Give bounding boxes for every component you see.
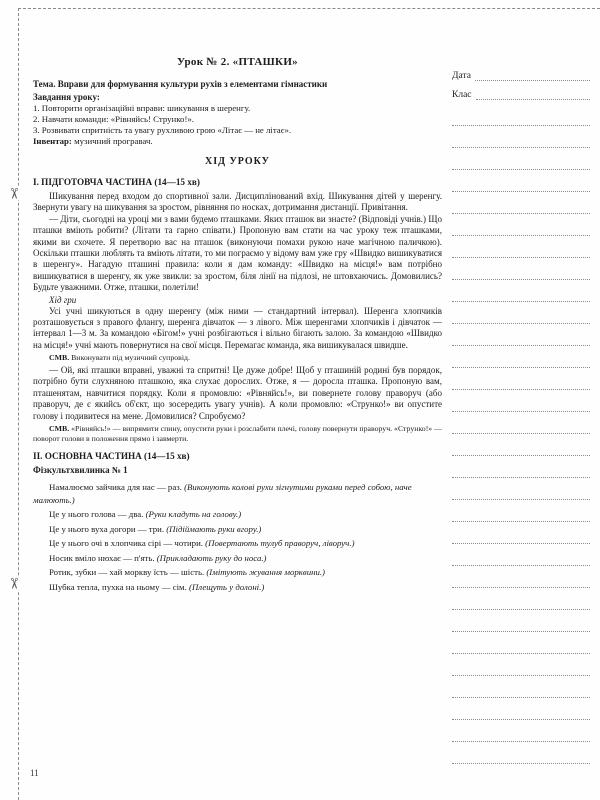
date-ruled-line bbox=[475, 70, 590, 81]
exercise-text: Це у нього очі в хлопчика сірі — чотири. bbox=[49, 538, 206, 549]
cut-line-top bbox=[18, 8, 600, 9]
smv-label: СМВ. bbox=[49, 353, 70, 363]
game-heading: Хід гри bbox=[49, 294, 77, 305]
smv-text: «Рівняйсь!» — випрямити спину, опустити руки і розслабити плечі, голову повернути праворуч. «Струнко!» — поворот голови в положення прямо і завмерти. bbox=[33, 423, 442, 443]
ruled-line bbox=[452, 456, 590, 478]
exercise-action: (Прикладають руку до носа.) bbox=[156, 552, 267, 563]
class-ruled-line bbox=[476, 89, 590, 100]
ruled-line bbox=[452, 632, 590, 654]
smv-label: СМВ. bbox=[49, 423, 70, 433]
paragraph: — Ой, які пташки вправні, уважні та спритні! Це дуже добре! Щоб у пташиній родині був порядок, потрібно бути слухняною пташкою, яка слухає дорослих. Отже, я — доросла пташка. Пропоную вам, пташенятам, навчитися порядку. Коли я промовлю: «Рівняйсь!», ви повернете голову праворуч (або праворуч, де є якийсь об'єкт, що зосередить увагу учнів). А коли промовлю: «Струнко!» ви опустите голову і подивитеся на мене. Домовилися? Спробуємо? bbox=[33, 364, 442, 421]
exercise-text: Носик вміло нюхає — п'ять. bbox=[49, 552, 157, 563]
ruled-line bbox=[452, 368, 590, 390]
scissors-icon: ✂ bbox=[4, 577, 21, 590]
ruled-line bbox=[452, 192, 590, 214]
ruled-line bbox=[452, 258, 590, 280]
task-item: 1. Повторити організаційні вправи: шикування в шеренгу. bbox=[33, 103, 251, 113]
class-row bbox=[452, 85, 590, 100]
exercise-action: (Повертають тулуб праворуч, ліворуч.) bbox=[205, 538, 355, 549]
ruled-line bbox=[452, 104, 590, 126]
exercise-line bbox=[33, 508, 442, 521]
exercise-line bbox=[33, 552, 442, 565]
part1-heading: І. ПІДГОТОВЧА ЧАСТИНА (14—15 хв) bbox=[33, 177, 200, 187]
exercise-text: Це у нього вуха догори — три. bbox=[49, 523, 167, 534]
exercise-action: (Руки кладуть на голову.) bbox=[145, 509, 242, 520]
ruled-line bbox=[452, 610, 590, 632]
inventory-text: музичний програвач. bbox=[71, 136, 153, 146]
exercise-action: (Виконують колові рухи зігнутими руками перед собою, наче малюють.) bbox=[33, 482, 412, 505]
part2-heading: ІІ. ОСНОВНА ЧАСТИНА (14—15 хв) bbox=[33, 451, 190, 462]
ruled-line bbox=[452, 170, 590, 192]
paragraph: — Діти, сьогодні на уроці ми з вами будемо пташками. Яких пташок ви знаєте? (Відповіді учнів.) Що пташки вміють робити? (Літати та гарно співати.) Пропоную вам стати на час уроку теж пташками, якими ви схочете. Я перетворю вас на пташок (виконуючи помахи рукою наче магічною паличкою). Оскільки пташки люблять та вміють літати, то ми пограємо у відому вам уже гру «Швидко вишикуватися в шеренгу». Нагадую пташині правила: коли я дам команду: «Швидко на місця!» вам потрібно вишикуватися в шеренгу, як уже звикли: за зростом, біля лінії на підлозі, не штовхаючись. Домовились? Будьте уважними. Отже, пташки, полетіли! bbox=[33, 213, 442, 293]
ruled-line bbox=[452, 742, 590, 764]
exercise-text: Намалюємо зайчика для нас — раз. bbox=[49, 482, 185, 493]
page-number: 11 bbox=[30, 768, 39, 778]
paragraph: Шикування перед входом до спортивної зали. Дисциплінований вхід. Шикування дітей у шеренгу. Звернути увагу на шикування за зростом, рівняння по носках, дотримання дистанції. Привітання. bbox=[33, 191, 442, 213]
fizkultkhvylynka-heading: Фізкультхвилинка № 1 bbox=[33, 465, 128, 476]
class-label: Клас bbox=[452, 89, 472, 100]
course-heading: ХІД УРОКУ bbox=[204, 156, 271, 167]
ruled-line bbox=[452, 236, 590, 258]
ruled-line bbox=[452, 214, 590, 236]
ruled-line bbox=[452, 412, 590, 434]
ruled-line bbox=[452, 478, 590, 500]
ruled-line bbox=[452, 500, 590, 522]
scissors-icon: ✂ bbox=[4, 187, 21, 200]
exercise-line bbox=[33, 581, 442, 594]
ruled-line bbox=[452, 390, 590, 412]
exercise-text: Це у нього голова — два. bbox=[49, 509, 146, 520]
ruled-line bbox=[452, 522, 590, 544]
exercise-line bbox=[33, 537, 442, 550]
lesson-page-content bbox=[33, 56, 442, 595]
exercise-text: Ротик, зубки — хай моркву їсть — шість. bbox=[49, 567, 207, 578]
lesson-title: Урок № 2. «ПТАШКИ» bbox=[177, 56, 298, 68]
ruled-line bbox=[452, 566, 590, 588]
exercise-action: (Підіймають руки вгору.) bbox=[166, 523, 262, 534]
ruled-line bbox=[452, 302, 590, 324]
ruled-line bbox=[452, 588, 590, 610]
ruled-line bbox=[452, 148, 590, 170]
tasks-heading: Завдання уроку: bbox=[33, 92, 100, 102]
cut-line-left bbox=[18, 8, 19, 800]
exercise-line bbox=[33, 566, 442, 579]
ruled-line bbox=[452, 434, 590, 456]
lesson-theme: Тема. Вправи для формування культури рухів з елементами гімнастики bbox=[33, 79, 328, 89]
exercise-action: (Імітують жування морквини.) bbox=[206, 567, 325, 578]
ruled-line bbox=[452, 126, 590, 148]
exercise-line bbox=[33, 523, 442, 536]
date-label: Дата bbox=[452, 70, 471, 81]
exercise-line bbox=[33, 481, 442, 506]
ruled-line bbox=[452, 654, 590, 676]
ruled-lines bbox=[452, 104, 590, 764]
ruled-line bbox=[452, 346, 590, 368]
ruled-line bbox=[452, 698, 590, 720]
date-row bbox=[452, 66, 590, 81]
ruled-line bbox=[452, 324, 590, 346]
ruled-line bbox=[452, 676, 590, 698]
ruled-line bbox=[452, 720, 590, 742]
smv-note bbox=[33, 424, 442, 443]
paragraph: Усі учні шикуються в одну шеренгу (між ними — стандартний інтервал). Шеренга хлопчиків розташовується з правого флангу, шеренга дівчаток — з лівого. Між шеренгами хлопчиків і дівчаток — інтервал 1—3 м. За командою «Бігом!» учні розбігаються і вільно бігають залою. За командою «Швидко на місця!» учні мають повернутися на свої місця. Перемагає команда, яка вишикувалася швидше. bbox=[33, 305, 442, 350]
exercise-text: Шубка тепла, пухка на ньому — сім. bbox=[49, 581, 190, 592]
exercise-action: (Плещуть у долоні.) bbox=[189, 581, 265, 592]
ruled-line bbox=[452, 280, 590, 302]
teacher-notes-column bbox=[452, 66, 590, 764]
task-item: 3. Розвивати спритність та увагу рухливою грою «Літає — не літає». bbox=[33, 125, 292, 135]
task-item: 2. Навчати команди: «Рівняйсь! Струнко!». bbox=[33, 114, 194, 124]
inventory-line bbox=[33, 136, 442, 147]
inventory-label: Інвентар: bbox=[33, 136, 72, 146]
ruled-line bbox=[452, 544, 590, 566]
smv-text: Виконувати під музичний супровід. bbox=[69, 353, 190, 363]
smv-note bbox=[33, 353, 442, 363]
